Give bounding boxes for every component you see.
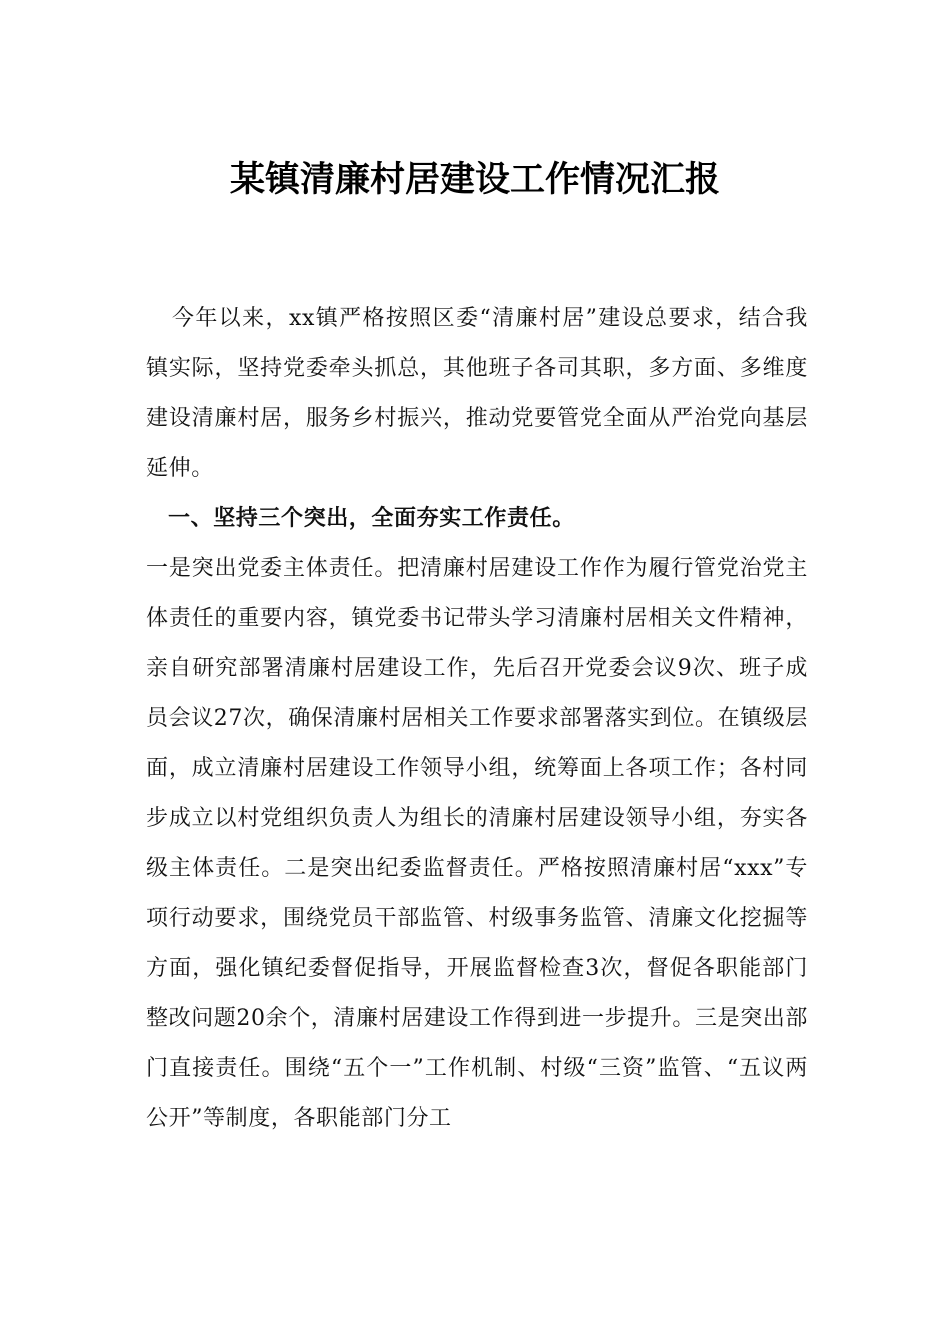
section-1-paragraph: 一是突出党委主体责任。把清廉村居建设工作作为履行管党治党主体责任的重要内容，镇党委书记带头学习清廉村居相关文件精神，亲自研究部署清廉村居建设工作，先后召开党委会议9次、班子成员会议27次，确保清廉村居相关工作要求部署落实到位。在镇级层面，成立清廉村居建设工作领导小组，统筹面上各项工作；各村同步成立以村党组织负责人为组长的清廉村居建设领导小组，夯实各级主体责任。二是突出纪委监督责任。严格按照清廉村居“xxx”专项行动要求，围绕党员干部监管、村级事务监管、清廉文化挖掘等方面，强化镇纪委督促指导，开展监督检查3次，督促各职能部门整改问题20余个，清廉村居建设工作得到进一步提升。三是突出部门直接责任。围绕“五个一”工作机制、村级“三资”监管、“五议两公开”等制度，各职能部门分工 [146,556,808,1131]
document-title: 某镇清廉村居建设工作情况汇报 [229,160,720,200]
intro-paragraph: 今年以来，xx镇严格按照区委“清廉村居”建设总要求，结合我镇实际，坚持党委牵头抓总，其他班子各司其职，多方面、多维度建设清廉村居，服务乡村振兴，推动党要管党全面从严治党向基层延伸。 [146,306,808,481]
document-body [146,294,808,1144]
section-heading-1: 一、坚持三个突出，全面夯实工作责任。 [168,506,575,531]
